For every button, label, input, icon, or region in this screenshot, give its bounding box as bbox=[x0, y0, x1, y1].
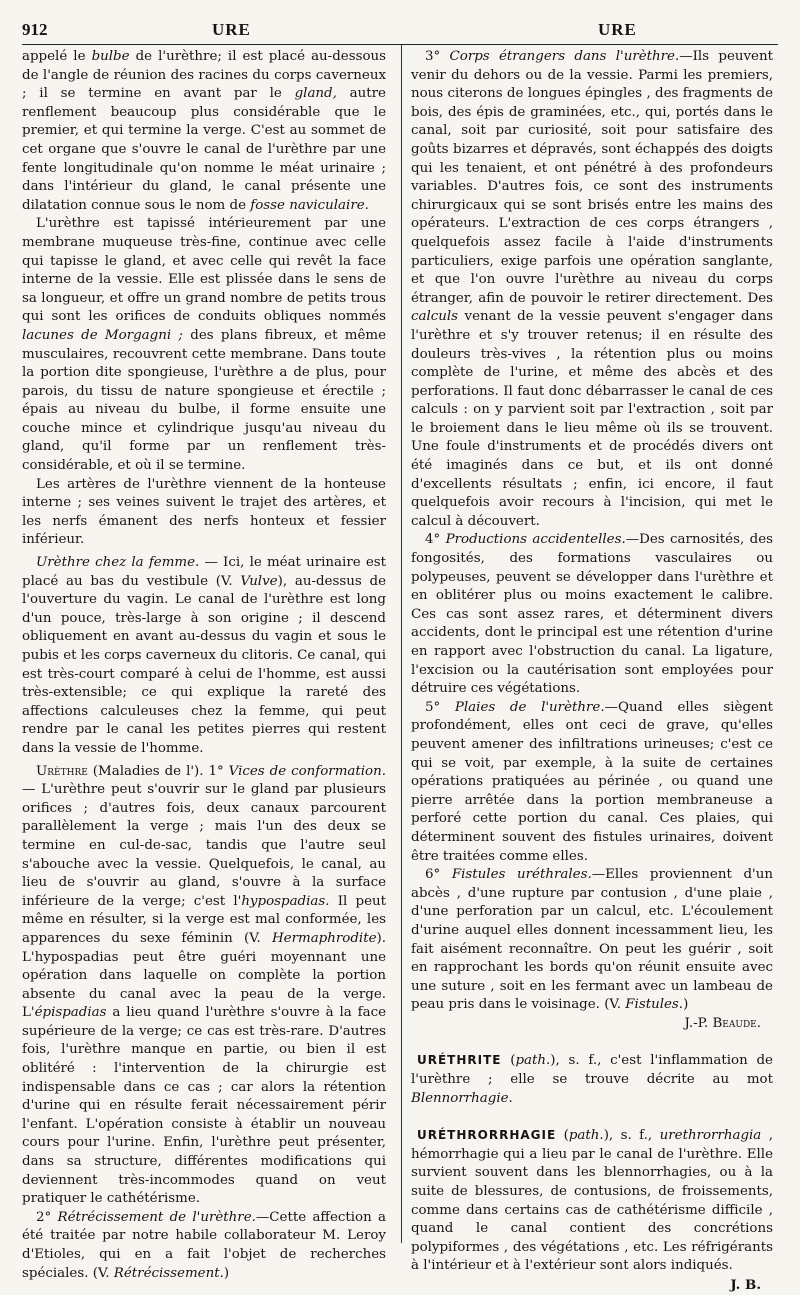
headword-urethrite: URÉTHRITE bbox=[417, 1053, 502, 1068]
left-column bbox=[22, 48, 386, 1283]
page-header bbox=[22, 16, 778, 42]
paragraph-membrane: L'urèthre est tapissé intérieurement par une membrane muqueuse très-fine, continue avec celle qui tapisse le gland, et avec celle qui revêt la face interne de la vessie. Elle est plissée dans le sens de sa longueur, et offre un grand nombre de petits trous qui sont les orifices de conduits obliques nommés lacunes de Morgagni ; des plans fibreux, et même musculaires, recouvrent cette membrane. Dans toute la portion dite spongieuse, l'urèthre a de plus, pour parois, du tissu de nature spongieuse et érectile ; épais au niveau du bulbe, il forme ensuite une couche mince et cylindrique jusqu'au niveau du gland, qu'il forme par un renflement très-considérable, et où il se termine. bbox=[22, 216, 387, 474]
header-rule bbox=[22, 44, 778, 45]
entry-urethrite: URÉTHRITE (path.), s. f., c'est l'inflammation de l'urèthre ; elle se trouve décrite au mot Blennorrhagie. bbox=[411, 1053, 773, 1106]
entry-urethrorrhagie: URÉTHRORRHAGIE (path.), s. f., urethrorrhagia , hémorrhagie qui a lieu par le canal de l'urèthre. Elle survient souvent dans les blennorrhagies, ou à la suite de blessures, de contusions, de froissements, comme dans certains cas de cathétérisme difficile , quand le canal contient des concrétions polypiformes , des végétations , etc. Les réfrigérants à l'intérieur et à l'extérieur sont alors indiqués. bbox=[411, 1128, 773, 1274]
right-column bbox=[411, 48, 773, 1295]
paragraph-corps-etrangers: 3° Corps étrangers dans l'urèthre.—Ils peuvent venir du dehors ou de la vessie. Parmi les premiers, nous citerons de longues épingles , des fragments de bois, des épis de graminées, etc., qui, portés dans le canal, soit par curiosité, soit pour satisfaire des goûts bizarres et dépravés, sont échappés des doigts qui les tenaient, et ont pénétré à des profondeurs variables. D'autres fois, ce sont des instruments chirurgicaux qui se sont brisés entre les mains des opérateurs. L'extraction de ces corps étrangers , quelquefois assez facile à l'aide d'instruments particuliers, exige parfois une opération sanglante, et que l'on ouvre l'urèthre au niveau du corps étranger, afin de pouvoir le retirer directement. Des calculs venant de la vessie peuvent s'engager dans l'urèthre et s'y trouver retenus; il en résulte des douleurs très-vives , la rétention plus ou moins complète de l'urine, et même des abcès et des perforations. Il faut donc débarrasser le canal de ces calculs : on y parvient soit par l'extraction , soit par le broiement dans le lieu même où ils se trouvent. Une foule d'instruments et de procédés divers ont été imaginés dans ce but, et ils ont donné d'excellents résultats ; enfin, ici encore, il faut quelquefois avoir recours à l'incision, qui met le calcul à découvert. bbox=[411, 49, 773, 529]
page-number: 912 bbox=[22, 20, 48, 39]
paragraph-plaies: 5° Plaies de l'urèthre.—Quand elles siègent profondément, elles ont ceci de grave, qu'elles peuvent amener des infiltrations urineuses; c'est ce qui se voit, par exemple, à la suite de certaines opérations pratiquées au périnée , ou quand une pierre arrêtée dans la portion membraneuse a perforé cette portion du canal. Ces plaies, qui déterminent souvent des fistules urinaires, doivent être traitées comme elles. bbox=[411, 699, 773, 864]
paragraph-productions-accidentelles: 4° Productions accidentelles.—Des carnosités, des fongosités, des formations vasculaires ou polypeuses, peuvent se développer dans l'urèthre et en oblitérer plus ou moins exactement le calibre. Ces cas sont assez rares, et déterminent divers accidents, dont le principal est une rétention d'urine en rapport avec l'obstruction du canal. La ligature, l'excision ou la cautérisation sont employées pour détruire ces végétations. bbox=[411, 532, 773, 697]
paragraph-arteries: Les artères de l'urèthre viennent de la honteuse interne ; ses veines suivent le trajet des artères, et les nerfs émanent des nerfs honteux et fessier inférieur. bbox=[22, 476, 386, 548]
column-divider bbox=[401, 44, 402, 1243]
headword-urethrorrhagie: URÉTHRORRHAGIE bbox=[417, 1128, 557, 1143]
left-running-head: URE bbox=[212, 20, 251, 39]
right-running-head: URE bbox=[598, 20, 637, 39]
paragraph-fistules: 6° Fistules uréthrales.—Elles proviennent d'un abcès , d'une rupture par contusion , d'une plaie , d'une perforation par un calcul, etc. L'écoulement d'urine auquel elles donnent incessamment lieu, les fait aisément reconnaître. On peut les guérir , soit en rapprochant les bords qu'on réunit ensuite avec une suture , soit en les fermant avec un lambeau de peau pris dans le voisinage. (V. Fistules.) bbox=[411, 867, 773, 1013]
author-signature: J.-P. Beaude. bbox=[684, 1015, 761, 1031]
paragraph-maladies-vices: Urèthre (Maladies de l'). 1° Vices de conformation. — L'urèthre peut s'ouvrir sur le gland par plusieurs orifices ; d'autres fois, deux canaux parcourent parallèlement la verge ; mais l'un des deux se termine en cul-de-sac, tandis que l'autre seul s'abouche avec la vessie. Quelquefois, le canal, au lieu de s'ouvrir au gland, s'ouvre à la surface inférieure de la verge; c'est l'hypospadias. Il peut même en résulter, si la verge est mal conformée, les apparences du sexe féminin (V. Hermaphrodite). L'hypospadias peut être guéri moyennant une opération dans laquelle on complète la portion absente du canal avec la peau de la verge. L'épispadias a lieu quand l'urèthre s'ouvre à la face supérieure de la verge; ce cas est très-rare. D'autres fois, l'urèthre manque en partie, ou bien il est oblitéré : l'intervention de la chirurgie est indispensable dans ce cas ; car alors la rétention d'urine qui en résulte ferait nécessairement périr l'enfant. L'opération consiste à établir un nouveau cours pour l'urine. Enfin, l'urèthre peut présenter, dans sa structure, différentes modifications qui deviennent très-incommodes quand on veut pratiquer le cathétérisme. bbox=[22, 763, 386, 1207]
paragraph-urethre-femme: Urèthre chez la femme. — Ici, le méat urinaire est placé au bas du vestibule (V. Vulve), au-dessus de l'ouverture du vagin. Le canal de l'urèthre est long d'un pouce, très-large à son origine ; il descend obliquement en avant au-dessus du vagin et sous le pubis et les corps caverneux du clitoris. Ce canal, qui est très-court comparé à celui de l'homme, est aussi très-extensible; ce qui explique la rareté des affections calculeuses chez la femme, qui peut rendre par le canal les petites pierres qui restent dans la vessie de l'homme. bbox=[22, 555, 386, 756]
author-initials: J. B. bbox=[730, 1277, 761, 1293]
paragraph-retrecissement: 2° Rétrécissement de l'urèthre.—Cette affection a été traitée par notre habile collaborateur M. Leroy d'Etioles, qui en a fait l'objet de recherches spéciales. (V. Rétrécissement.) bbox=[22, 1209, 386, 1281]
paragraph-anatomy-bulbe: appelé le bulbe de l'urèthre; il est placé au-dessous de l'angle de réunion des racines du corps caverneux ; il se termine en avant par le gland, autre renflement beaucoup plus considérable que le premier, et qui termine la verge. C'est au sommet de cet organe que s'ouvre le canal de l'urèthre par une fente longitudinale qu'on nomme le méat urinaire ; dans l'intérieur du gland, le canal présente une dilatation connue sous le nom de fosse naviculaire. bbox=[22, 49, 386, 213]
